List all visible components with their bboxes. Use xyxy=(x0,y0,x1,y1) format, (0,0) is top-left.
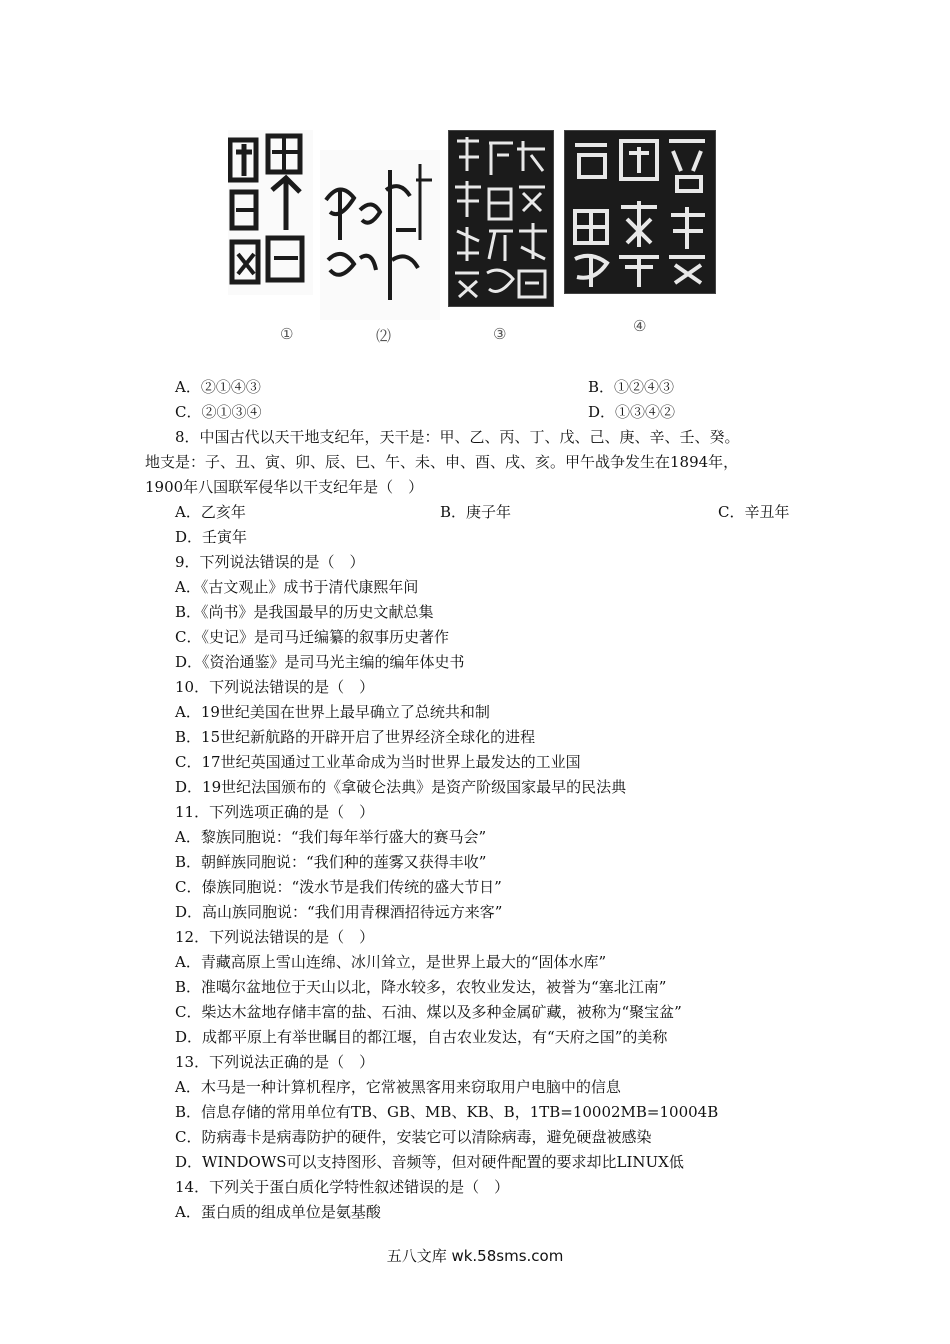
q12-option-a: A．青藏高原上雪山连绵、冰川耸立，是世界上最大的“固体水库” xyxy=(175,953,607,971)
q13-option-b: B．信息存储的常用单位有TB、GB、MB、KB、B，1TB=10002MB=10004B xyxy=(175,1103,719,1121)
q10-option-c: C．17世纪英国通过工业革命成为当时世界上最发达的工业国 xyxy=(175,753,581,771)
q10-option-a: A．19世纪美国在世界上最早确立了总统共和制 xyxy=(175,703,490,721)
q11-option-c: C．傣族同胞说：“泼水节是我们传统的盛大节日” xyxy=(175,878,502,896)
figure-label-3: ③ xyxy=(493,325,507,343)
q13-option-d: D．WINDOWS可以支持图形、音频等，但对硬件配置的要求却比LINUX低 xyxy=(175,1153,684,1171)
q13-option-c: C．防病毒卡是病毒防护的硬件，安装它可以清除病毒，避免硬盘被感染 xyxy=(175,1128,652,1146)
q12-option-c: C．柴达木盆地存储丰富的盐、石油、煤以及多种金属矿藏，被称为“聚宝盆” xyxy=(175,1003,682,1021)
q9-option-d: D．《资治通鉴》是司马光主编的编年体史书 xyxy=(175,653,465,671)
regular-script-drawing xyxy=(449,131,553,306)
footer-watermark: 五八文库 wk.58sms.com xyxy=(386,1247,564,1265)
q11-option-b: B．朝鲜族同胞说：“我们种的莲雾又获得丰收” xyxy=(175,853,487,871)
calligraphy-sample-2 xyxy=(320,150,440,320)
calligraphy-sample-1 xyxy=(228,130,313,295)
q9-option-b: B．《尚书》是我国最早的历史文献总集 xyxy=(175,603,434,621)
cursive-script-drawing xyxy=(320,150,440,320)
figure-label-1: ① xyxy=(280,325,294,343)
q7-option-d: D．①③④② xyxy=(588,403,676,421)
q7-option-b: B．①②④③ xyxy=(588,378,675,396)
q8-option-c: C．辛丑年 xyxy=(718,503,790,521)
q11-option-a: A．黎族同胞说：“我们每年举行盛大的赛马会” xyxy=(175,828,487,846)
q11-option-d: D．高山族同胞说：“我们用青稞酒招待远方来客” xyxy=(175,903,503,921)
q11-stem: 11．下列选项正确的是（ ） xyxy=(175,803,375,821)
q12-stem: 12．下列说法错误的是（ ） xyxy=(175,928,375,946)
q14-stem: 14．下列关于蛋白质化学特性叙述错误的是（ ） xyxy=(175,1178,510,1196)
seal-script-drawing xyxy=(228,130,313,295)
q12-option-d: D．成都平原上有举世瞩目的都江堰，自古农业发达，有“天府之国”的美称 xyxy=(175,1028,668,1046)
q8-stem-line-3: 1900年八国联军侵华以干支纪年是（ ） xyxy=(145,478,424,496)
q9-stem: 9．下列说法错误的是（ ） xyxy=(175,553,365,571)
q13-option-a: A．木马是一种计算机程序，它常被黑客用来窃取用户电脑中的信息 xyxy=(175,1078,621,1096)
q9-option-c: C．《史记》是司马迁编纂的叙事历史著作 xyxy=(175,628,449,646)
calligraphy-sample-3 xyxy=(448,130,554,307)
calligraphy-sample-4 xyxy=(564,130,716,294)
clerical-script-drawing xyxy=(565,131,715,293)
q13-stem: 13．下列说法正确的是（ ） xyxy=(175,1053,375,1071)
calligraphy-figure xyxy=(228,130,720,355)
figure-label-2: ⑵ xyxy=(376,327,392,345)
q10-option-d: D．19世纪法国颁布的《拿破仑法典》是资产阶级国家最早的民法典 xyxy=(175,778,627,796)
q10-stem: 10．下列说法错误的是（ ） xyxy=(175,678,375,696)
q8-option-d: D．壬寅年 xyxy=(175,528,248,546)
q14-option-a: A．蛋白质的组成单位是氨基酸 xyxy=(175,1203,381,1221)
q7-option-a: A．②①④③ xyxy=(175,378,261,396)
q8-stem-line-1: 8．中国古代以天干地支纪年，天干是：甲、乙、丙、丁、戊、己、庚、辛、壬、癸。 xyxy=(175,428,740,446)
q8-stem-line-2: 地支是：子、丑、寅、卯、辰、巳、午、未、申、酉、戌、亥。甲午战争发生在1894年， xyxy=(145,453,739,471)
q8-option-a: A．乙亥年 xyxy=(175,503,246,521)
figure-label-4: ④ xyxy=(633,317,647,335)
q10-option-b: B．15世纪新航路的开辟开启了世界经济全球化的进程 xyxy=(175,728,536,746)
q12-option-b: B．准噶尔盆地位于天山以北，降水较多，农牧业发达，被誉为“塞北江南” xyxy=(175,978,667,996)
q8-option-b: B．庚子年 xyxy=(440,503,512,521)
q7-option-c: C．②①③④ xyxy=(175,403,262,421)
q9-option-a: A．《古文观止》成书于清代康熙年间 xyxy=(175,578,419,596)
